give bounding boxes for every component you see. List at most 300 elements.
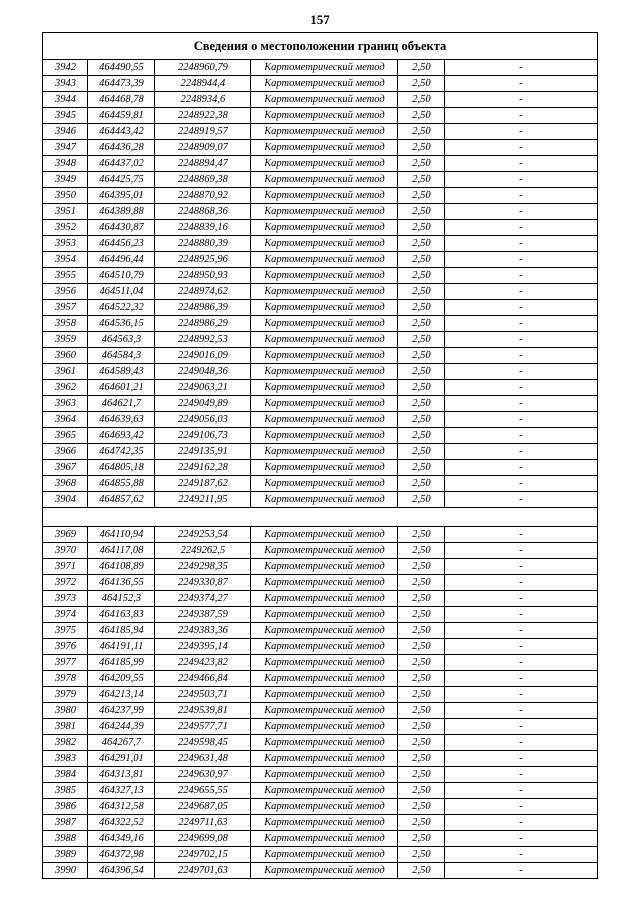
cell-precision: 2,50 — [398, 156, 445, 172]
cell-method: Картометрический метод — [251, 140, 398, 156]
table-row — [43, 799, 597, 815]
cell-x-coordinate: 464584,3 — [88, 348, 155, 364]
table-row — [43, 364, 597, 380]
cell-note: - — [445, 767, 597, 783]
cell-x-coordinate: 464108,89 — [88, 559, 155, 575]
cell-note: - — [445, 799, 597, 815]
cell-note: - — [445, 492, 597, 508]
table-row — [43, 751, 597, 767]
cell-x-coordinate: 464312,58 — [88, 799, 155, 815]
cell-method: Картометрический метод — [251, 492, 398, 508]
cell-x-coordinate: 464436,28 — [88, 140, 155, 156]
table-row — [43, 188, 597, 204]
table-row — [43, 92, 597, 108]
cell-y-coordinate: 2248839,16 — [155, 220, 251, 236]
cell-y-coordinate: 2249187,62 — [155, 476, 251, 492]
cell-x-coordinate: 464237,99 — [88, 703, 155, 719]
cell-x-coordinate: 464742,35 — [88, 444, 155, 460]
cell-note: - — [445, 444, 597, 460]
table-row — [43, 719, 597, 735]
cell-note: - — [445, 623, 597, 639]
cell-point-number: 3984 — [43, 767, 88, 783]
cell-y-coordinate: 2248992,53 — [155, 332, 251, 348]
cell-x-coordinate: 464536,15 — [88, 316, 155, 332]
cell-method: Картометрический метод — [251, 252, 398, 268]
cell-method: Картометрический метод — [251, 476, 398, 492]
cell-y-coordinate: 2249503,71 — [155, 687, 251, 703]
cell-precision: 2,50 — [398, 655, 445, 671]
cell-precision: 2,50 — [398, 300, 445, 316]
cell-point-number: 3957 — [43, 300, 88, 316]
cell-point-number: 3962 — [43, 380, 88, 396]
cell-precision: 2,50 — [398, 591, 445, 607]
cell-point-number: 3982 — [43, 735, 88, 751]
cell-precision: 2,50 — [398, 252, 445, 268]
cell-precision: 2,50 — [398, 799, 445, 815]
table-row — [43, 591, 597, 607]
cell-y-coordinate: 2248919,57 — [155, 124, 251, 140]
cell-x-coordinate: 464117,08 — [88, 543, 155, 559]
cell-method: Картометрический метод — [251, 460, 398, 476]
cell-precision: 2,50 — [398, 815, 445, 831]
cell-method: Картометрический метод — [251, 527, 398, 543]
table-row — [43, 156, 597, 172]
cell-method: Картометрический метод — [251, 751, 398, 767]
page-number: 157 — [310, 12, 330, 27]
table-row — [43, 252, 597, 268]
cell-y-coordinate: 2248950,93 — [155, 268, 251, 284]
cell-note: - — [445, 412, 597, 428]
cell-x-coordinate: 464313,81 — [88, 767, 155, 783]
cell-note: - — [445, 300, 597, 316]
table-row — [43, 607, 597, 623]
table-row — [43, 348, 597, 364]
cell-precision: 2,50 — [398, 527, 445, 543]
cell-precision: 2,50 — [398, 476, 445, 492]
cell-y-coordinate: 2249049,89 — [155, 396, 251, 412]
cell-precision: 2,50 — [398, 108, 445, 124]
cell-note: - — [445, 783, 597, 799]
cell-point-number: 3951 — [43, 204, 88, 220]
cell-point-number: 3943 — [43, 76, 88, 92]
cell-point-number: 3964 — [43, 412, 88, 428]
cell-x-coordinate: 464857,62 — [88, 492, 155, 508]
cell-method: Картометрический метод — [251, 156, 398, 172]
table-row — [43, 412, 597, 428]
cell-y-coordinate: 2249711,63 — [155, 815, 251, 831]
cell-method: Картометрический метод — [251, 639, 398, 655]
cell-precision: 2,50 — [398, 332, 445, 348]
cell-point-number: 3950 — [43, 188, 88, 204]
table-row — [43, 847, 597, 863]
table-title: Сведения о местоположении границ объекта — [43, 33, 597, 60]
cell-point-number: 3967 — [43, 460, 88, 476]
cell-note: - — [445, 607, 597, 623]
cell-precision: 2,50 — [398, 831, 445, 847]
table-row — [43, 831, 597, 847]
cell-method: Картометрический метод — [251, 332, 398, 348]
cell-precision: 2,50 — [398, 559, 445, 575]
cell-note: - — [445, 172, 597, 188]
cell-y-coordinate: 2248922,38 — [155, 108, 251, 124]
cell-method: Картометрический метод — [251, 124, 398, 140]
cell-point-number: 3969 — [43, 527, 88, 543]
table-row — [43, 492, 597, 508]
cell-precision: 2,50 — [398, 575, 445, 591]
cell-y-coordinate: 2249056,03 — [155, 412, 251, 428]
cell-y-coordinate: 2249631,48 — [155, 751, 251, 767]
cell-y-coordinate: 2248974,62 — [155, 284, 251, 300]
cell-precision: 2,50 — [398, 348, 445, 364]
table-row — [43, 783, 597, 799]
cell-method: Картометрический метод — [251, 863, 398, 879]
cell-y-coordinate: 2249577,71 — [155, 719, 251, 735]
table-row — [43, 863, 597, 879]
cell-point-number: 3944 — [43, 92, 88, 108]
cell-method: Картометрический метод — [251, 735, 398, 751]
cell-precision: 2,50 — [398, 76, 445, 92]
cell-method: Картометрический метод — [251, 687, 398, 703]
cell-point-number: 3968 — [43, 476, 88, 492]
cell-y-coordinate: 2249539,81 — [155, 703, 251, 719]
cell-method: Картометрический метод — [251, 412, 398, 428]
cell-note: - — [445, 476, 597, 492]
cell-point-number: 3973 — [43, 591, 88, 607]
table-row — [43, 687, 597, 703]
cell-point-number: 3980 — [43, 703, 88, 719]
cell-precision: 2,50 — [398, 204, 445, 220]
table-row — [43, 284, 597, 300]
cell-point-number: 3989 — [43, 847, 88, 863]
cell-note: - — [445, 348, 597, 364]
cell-x-coordinate: 464244,39 — [88, 719, 155, 735]
cell-x-coordinate: 464443,42 — [88, 124, 155, 140]
cell-precision: 2,50 — [398, 364, 445, 380]
cell-x-coordinate: 464372,98 — [88, 847, 155, 863]
cell-method: Картометрический метод — [251, 703, 398, 719]
cell-x-coordinate: 464589,43 — [88, 364, 155, 380]
cell-precision: 2,50 — [398, 460, 445, 476]
cell-note: - — [445, 543, 597, 559]
table-row — [43, 543, 597, 559]
cell-y-coordinate: 2249466,84 — [155, 671, 251, 687]
cell-x-coordinate: 464601,21 — [88, 380, 155, 396]
cell-point-number: 3955 — [43, 268, 88, 284]
cell-y-coordinate: 2249630,97 — [155, 767, 251, 783]
cell-x-coordinate: 464327,13 — [88, 783, 155, 799]
cell-note: - — [445, 204, 597, 220]
boundary-table — [42, 32, 597, 879]
cell-precision: 2,50 — [398, 172, 445, 188]
table-row — [43, 767, 597, 783]
cell-point-number: 3983 — [43, 751, 88, 767]
cell-method: Картометрический метод — [251, 444, 398, 460]
cell-x-coordinate: 464639,63 — [88, 412, 155, 428]
table-row — [43, 108, 597, 124]
table-title-row — [43, 33, 597, 60]
cell-x-coordinate: 464136,55 — [88, 575, 155, 591]
table-row — [43, 220, 597, 236]
cell-point-number: 3963 — [43, 396, 88, 412]
table-row — [43, 380, 597, 396]
cell-point-number: 3985 — [43, 783, 88, 799]
cell-method: Картометрический метод — [251, 60, 398, 76]
table-row — [43, 76, 597, 92]
cell-note: - — [445, 751, 597, 767]
cell-point-number: 3947 — [43, 140, 88, 156]
cell-note: - — [445, 719, 597, 735]
table-row — [43, 671, 597, 687]
cell-method: Картометрический метод — [251, 396, 398, 412]
cell-precision: 2,50 — [398, 428, 445, 444]
cell-y-coordinate: 2249330,87 — [155, 575, 251, 591]
table-row — [43, 735, 597, 751]
cell-x-coordinate: 464522,32 — [88, 300, 155, 316]
table-row — [43, 703, 597, 719]
cell-x-coordinate: 464490,55 — [88, 60, 155, 76]
cell-method: Картометрический метод — [251, 220, 398, 236]
cell-method: Картометрический метод — [251, 815, 398, 831]
cell-x-coordinate: 464191,11 — [88, 639, 155, 655]
cell-x-coordinate: 464349,16 — [88, 831, 155, 847]
cell-point-number: 3945 — [43, 108, 88, 124]
cell-y-coordinate: 2249016,09 — [155, 348, 251, 364]
cell-precision: 2,50 — [398, 671, 445, 687]
cell-x-coordinate: 464396,54 — [88, 863, 155, 879]
cell-precision: 2,50 — [398, 220, 445, 236]
cell-point-number: 3959 — [43, 332, 88, 348]
cell-method: Картометрический метод — [251, 428, 398, 444]
cell-x-coordinate: 464163,83 — [88, 607, 155, 623]
table-row — [43, 268, 597, 284]
spacer-cell — [43, 508, 597, 527]
cell-note: - — [445, 831, 597, 847]
cell-precision: 2,50 — [398, 623, 445, 639]
table-row — [43, 236, 597, 252]
cell-precision: 2,50 — [398, 719, 445, 735]
cell-method: Картометрический метод — [251, 348, 398, 364]
cell-y-coordinate: 2249063,21 — [155, 380, 251, 396]
cell-method: Картометрический метод — [251, 108, 398, 124]
cell-precision: 2,50 — [398, 236, 445, 252]
cell-y-coordinate: 2249598,45 — [155, 735, 251, 751]
cell-method: Картометрический метод — [251, 204, 398, 220]
cell-note: - — [445, 428, 597, 444]
cell-y-coordinate: 2248925,96 — [155, 252, 251, 268]
cell-y-coordinate: 2249048,36 — [155, 364, 251, 380]
cell-y-coordinate: 2249702,15 — [155, 847, 251, 863]
cell-precision: 2,50 — [398, 639, 445, 655]
cell-note: - — [445, 188, 597, 204]
cell-x-coordinate: 464563,3 — [88, 332, 155, 348]
table-row — [43, 639, 597, 655]
cell-precision: 2,50 — [398, 124, 445, 140]
cell-point-number: 3979 — [43, 687, 88, 703]
cell-method: Картометрический метод — [251, 575, 398, 591]
table-row — [43, 428, 597, 444]
cell-y-coordinate: 2249383,36 — [155, 623, 251, 639]
cell-y-coordinate: 2249135,91 — [155, 444, 251, 460]
cell-point-number: 3975 — [43, 623, 88, 639]
cell-x-coordinate: 464430,87 — [88, 220, 155, 236]
cell-point-number: 3904 — [43, 492, 88, 508]
cell-y-coordinate: 2248960,79 — [155, 60, 251, 76]
table-row — [43, 204, 597, 220]
cell-point-number: 3977 — [43, 655, 88, 671]
cell-precision: 2,50 — [398, 543, 445, 559]
cell-note: - — [445, 396, 597, 412]
cell-x-coordinate: 464510,79 — [88, 268, 155, 284]
cell-x-coordinate: 464496,44 — [88, 252, 155, 268]
cell-y-coordinate: 2248944,4 — [155, 76, 251, 92]
cell-method: Картометрический метод — [251, 300, 398, 316]
cell-note: - — [445, 687, 597, 703]
cell-precision: 2,50 — [398, 735, 445, 751]
cell-y-coordinate: 2249655,55 — [155, 783, 251, 799]
cell-point-number: 3986 — [43, 799, 88, 815]
cell-y-coordinate: 2248880,39 — [155, 236, 251, 252]
cell-point-number: 3990 — [43, 863, 88, 879]
cell-point-number: 3965 — [43, 428, 88, 444]
table-row — [43, 575, 597, 591]
table-row — [43, 396, 597, 412]
cell-precision: 2,50 — [398, 380, 445, 396]
boundary-table-body — [43, 60, 597, 879]
cell-method: Картометрический метод — [251, 268, 398, 284]
cell-method: Картометрический метод — [251, 607, 398, 623]
table-row — [43, 559, 597, 575]
cell-method: Картометрический метод — [251, 364, 398, 380]
cell-y-coordinate: 2248986,29 — [155, 316, 251, 332]
cell-precision: 2,50 — [398, 396, 445, 412]
cell-x-coordinate: 464110,94 — [88, 527, 155, 543]
cell-x-coordinate: 464693,42 — [88, 428, 155, 444]
section-spacer-row — [43, 508, 597, 527]
cell-precision: 2,50 — [398, 316, 445, 332]
cell-point-number: 3981 — [43, 719, 88, 735]
cell-x-coordinate: 464437,02 — [88, 156, 155, 172]
cell-x-coordinate: 464459,81 — [88, 108, 155, 124]
cell-method: Картометрический метод — [251, 559, 398, 575]
cell-y-coordinate: 2249211,95 — [155, 492, 251, 508]
cell-precision: 2,50 — [398, 60, 445, 76]
cell-note: - — [445, 575, 597, 591]
cell-note: - — [445, 703, 597, 719]
cell-precision: 2,50 — [398, 444, 445, 460]
cell-note: - — [445, 655, 597, 671]
cell-point-number: 3971 — [43, 559, 88, 575]
cell-method: Картометрический метод — [251, 767, 398, 783]
cell-note: - — [445, 284, 597, 300]
table-row — [43, 444, 597, 460]
cell-precision: 2,50 — [398, 412, 445, 428]
cell-precision: 2,50 — [398, 751, 445, 767]
cell-method: Картометрический метод — [251, 543, 398, 559]
cell-point-number: 3988 — [43, 831, 88, 847]
cell-point-number: 3966 — [43, 444, 88, 460]
table-row — [43, 623, 597, 639]
cell-point-number: 3970 — [43, 543, 88, 559]
table-row — [43, 815, 597, 831]
cell-y-coordinate: 2249395,14 — [155, 639, 251, 655]
table-row — [43, 300, 597, 316]
cell-x-coordinate: 464855,88 — [88, 476, 155, 492]
cell-method: Картометрический метод — [251, 92, 398, 108]
cell-note: - — [445, 847, 597, 863]
cell-method: Картометрический метод — [251, 172, 398, 188]
cell-note: - — [445, 220, 597, 236]
cell-note: - — [445, 815, 597, 831]
table-row — [43, 60, 597, 76]
cell-precision: 2,50 — [398, 268, 445, 284]
cell-method: Картометрический метод — [251, 799, 398, 815]
cell-note: - — [445, 252, 597, 268]
cell-point-number: 3958 — [43, 316, 88, 332]
cell-x-coordinate: 464456,23 — [88, 236, 155, 252]
cell-note: - — [445, 60, 597, 76]
cell-y-coordinate: 2249262,5 — [155, 543, 251, 559]
cell-x-coordinate: 464468,78 — [88, 92, 155, 108]
cell-note: - — [445, 108, 597, 124]
cell-precision: 2,50 — [398, 492, 445, 508]
cell-point-number: 3972 — [43, 575, 88, 591]
cell-note: - — [445, 92, 597, 108]
cell-point-number: 3960 — [43, 348, 88, 364]
cell-x-coordinate: 464213,14 — [88, 687, 155, 703]
table-row — [43, 172, 597, 188]
cell-note: - — [445, 236, 597, 252]
cell-x-coordinate: 464389,88 — [88, 204, 155, 220]
cell-point-number: 3978 — [43, 671, 88, 687]
table-row — [43, 124, 597, 140]
cell-method: Картометрический метод — [251, 284, 398, 300]
cell-note: - — [445, 156, 597, 172]
cell-method: Картометрический метод — [251, 847, 398, 863]
cell-precision: 2,50 — [398, 607, 445, 623]
cell-method: Картометрический метод — [251, 316, 398, 332]
cell-y-coordinate: 2248868,36 — [155, 204, 251, 220]
cell-note: - — [445, 332, 597, 348]
cell-note: - — [445, 316, 597, 332]
cell-x-coordinate: 464322,52 — [88, 815, 155, 831]
cell-precision: 2,50 — [398, 284, 445, 300]
cell-point-number: 3987 — [43, 815, 88, 831]
table-row — [43, 476, 597, 492]
cell-x-coordinate: 464185,99 — [88, 655, 155, 671]
cell-note: - — [445, 591, 597, 607]
cell-point-number: 3961 — [43, 364, 88, 380]
cell-y-coordinate: 2249387,59 — [155, 607, 251, 623]
cell-note: - — [445, 863, 597, 879]
table-row — [43, 655, 597, 671]
cell-method: Картометрический метод — [251, 719, 398, 735]
cell-x-coordinate: 464152,3 — [88, 591, 155, 607]
cell-y-coordinate: 2249699,08 — [155, 831, 251, 847]
cell-y-coordinate: 2249374,27 — [155, 591, 251, 607]
cell-y-coordinate: 2248894,47 — [155, 156, 251, 172]
cell-precision: 2,50 — [398, 92, 445, 108]
cell-method: Картометрический метод — [251, 623, 398, 639]
cell-note: - — [445, 460, 597, 476]
cell-note: - — [445, 671, 597, 687]
cell-point-number: 3952 — [43, 220, 88, 236]
cell-point-number: 3948 — [43, 156, 88, 172]
cell-y-coordinate: 2249106,73 — [155, 428, 251, 444]
cell-method: Картометрический метод — [251, 831, 398, 847]
cell-x-coordinate: 464425,75 — [88, 172, 155, 188]
table-row — [43, 332, 597, 348]
cell-x-coordinate: 464209,55 — [88, 671, 155, 687]
